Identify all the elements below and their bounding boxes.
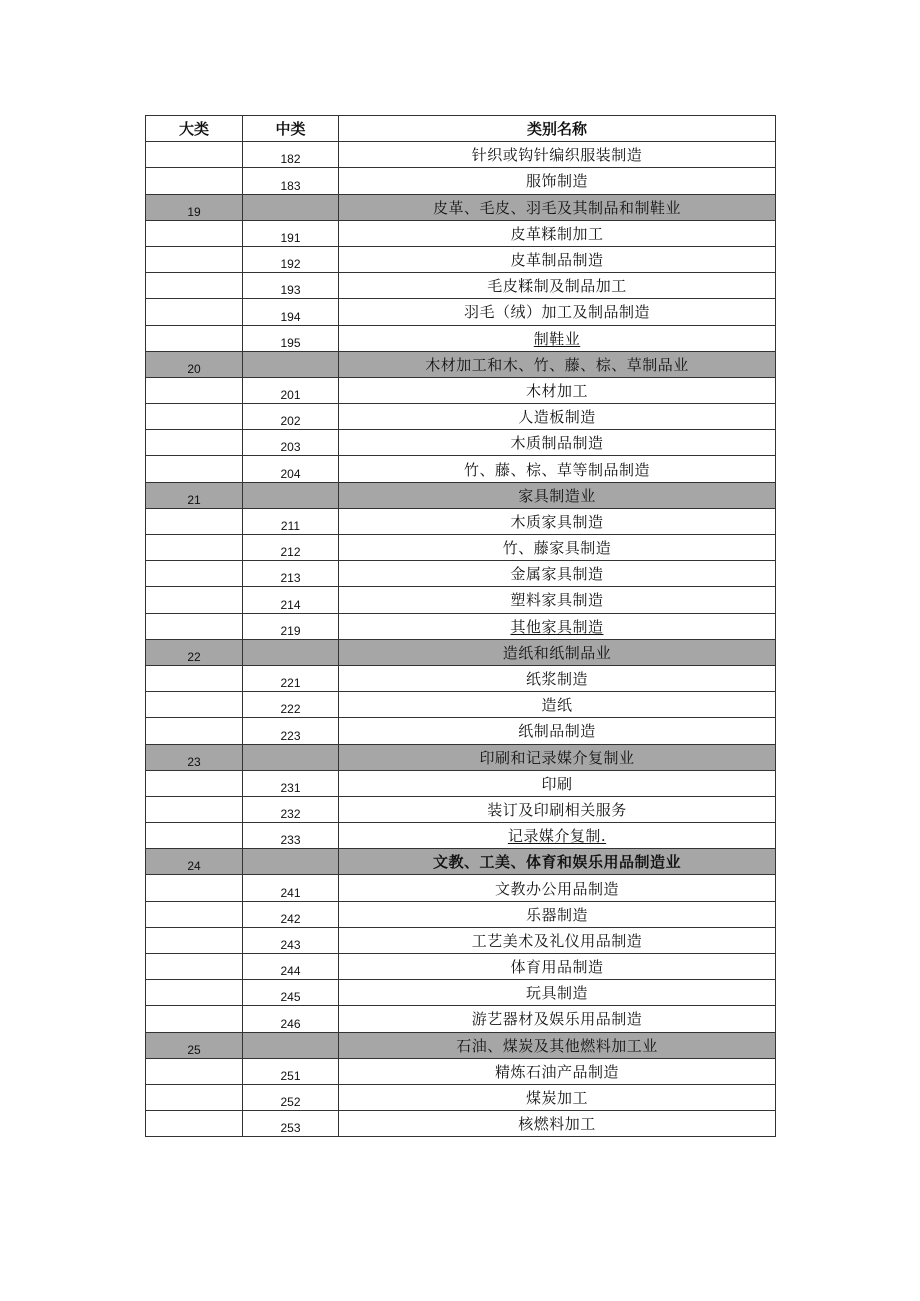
middle-code-cell: 194 [243,299,339,325]
major-code-cell: 24 [146,849,243,875]
major-code-cell [146,1111,243,1137]
major-code-cell [146,561,243,587]
table-row [146,927,776,953]
header-name: 类别名称 [339,116,776,142]
category-name-cell [339,220,776,246]
category-name-text: 人造板制造 [518,408,596,427]
header-row [146,116,776,142]
category-name-text: 羽毛（绒）加工及制品制造 [463,303,650,322]
middle-code-cell: 231 [243,770,339,796]
category-name-text: 工艺美术及礼仪用品制造 [471,931,643,950]
category-name-text: 游艺器材及娱乐用品制造 [471,1010,643,1029]
category-name-cell [339,901,776,927]
middle-code-cell: 203 [243,430,339,456]
category-name-text: 木质家具制造 [510,512,604,531]
category-name-cell [339,744,776,770]
category-name-text: 竹、藤家具制造 [502,539,612,558]
major-code-cell [146,299,243,325]
category-name-text: 皮革糅制加工 [510,224,604,243]
category-name-cell [339,1084,776,1110]
major-code-cell [146,273,243,299]
table-row [146,430,776,456]
middle-code-cell [243,639,339,665]
table-row [146,665,776,691]
category-name-text: 精炼石油产品制造 [494,1062,619,1081]
category-name-cell [339,796,776,822]
category-name-text: 记录媒介复制. [507,827,607,846]
major-category-row [146,849,776,875]
major-code-cell [146,692,243,718]
major-code-cell [146,901,243,927]
category-name-cell [339,665,776,691]
middle-code-cell: 232 [243,796,339,822]
category-name-cell [339,613,776,639]
middle-code-cell: 233 [243,823,339,849]
major-code-cell [146,875,243,901]
category-name-text: 其他家具制造 [510,617,604,636]
middle-code-cell: 246 [243,1006,339,1032]
category-name-cell [339,849,776,875]
table-row [146,954,776,980]
table-row [146,587,776,613]
middle-code-cell: 192 [243,246,339,272]
table-row [146,246,776,272]
middle-code-cell: 201 [243,377,339,403]
major-category-row [146,639,776,665]
major-code-cell [146,325,243,351]
category-name-text: 服饰制造 [525,172,588,191]
major-code-cell [146,377,243,403]
major-code-cell [146,1084,243,1110]
major-code-cell [146,980,243,1006]
category-name-cell [339,273,776,299]
major-category-row [146,351,776,377]
major-category-row [146,482,776,508]
middle-code-cell [243,482,339,508]
category-name-cell [339,508,776,534]
major-code-cell: 23 [146,744,243,770]
middle-code-cell: 244 [243,954,339,980]
category-name-text: 体育用品制造 [510,958,604,977]
category-name-cell [339,770,776,796]
category-name-text: 文教、工美、体育和娱乐用品制造业 [432,853,681,872]
category-name-cell [339,1058,776,1084]
middle-code-cell: 242 [243,901,339,927]
industry-classification-table [145,115,776,1137]
category-name-text: 竹、藤、棕、草等制品制造 [463,460,650,479]
table-row [146,377,776,403]
category-name-cell [339,927,776,953]
category-name-text: 针织或钩针编织服装制造 [471,146,643,165]
category-name-cell [339,954,776,980]
table-row [146,325,776,351]
category-name-text: 皮革、毛皮、羽毛及其制品和制鞋业 [432,198,681,217]
category-name-cell [339,351,776,377]
category-name-text: 造纸 [541,696,573,715]
middle-code-cell: 223 [243,718,339,744]
middle-code-cell: 213 [243,561,339,587]
major-code-cell [146,1006,243,1032]
middle-code-cell: 193 [243,273,339,299]
category-name-cell [339,875,776,901]
category-name-cell [339,561,776,587]
category-name-text: 制鞋业 [533,329,581,348]
category-name-cell [339,377,776,403]
major-category-row [146,1032,776,1058]
table-row [146,692,776,718]
category-name-cell [339,718,776,744]
category-name-text: 装订及印刷相关服务 [487,800,627,819]
major-code-cell [146,404,243,430]
category-name-cell [339,1032,776,1058]
category-name-text: 木材加工和木、竹、藤、棕、草制品业 [425,355,689,374]
major-code-cell [146,954,243,980]
major-code-cell: 20 [146,351,243,377]
category-name-cell [339,587,776,613]
major-code-cell [146,220,243,246]
category-name-cell [339,1111,776,1137]
category-name-text: 毛皮糅制及制品加工 [487,277,627,296]
category-name-text: 木质制品制造 [510,434,604,453]
category-name-cell [339,404,776,430]
middle-code-cell: 211 [243,508,339,534]
middle-code-cell: 222 [243,692,339,718]
middle-code-cell: 221 [243,665,339,691]
middle-code-cell: 219 [243,613,339,639]
category-name-text: 塑料家具制造 [510,591,604,610]
middle-code-cell [243,194,339,220]
category-name-cell [339,325,776,351]
middle-code-cell [243,849,339,875]
major-code-cell [146,1058,243,1084]
major-code-cell [146,587,243,613]
category-name-text: 石油、煤炭及其他燃料加工业 [456,1036,658,1055]
category-name-cell [339,246,776,272]
category-name-cell [339,535,776,561]
middle-code-cell: 212 [243,535,339,561]
major-code-cell [146,770,243,796]
table-row [146,1006,776,1032]
middle-code-cell: 241 [243,875,339,901]
table-row [146,299,776,325]
category-name-cell [339,194,776,220]
middle-code-cell: 253 [243,1111,339,1137]
table-row [146,456,776,482]
category-name-cell [339,823,776,849]
category-name-cell [339,430,776,456]
major-code-cell: 21 [146,482,243,508]
major-code-cell [146,535,243,561]
category-name-cell [339,142,776,168]
table-row [146,168,776,194]
table-row [146,796,776,822]
major-code-cell [146,613,243,639]
table-row [146,770,776,796]
middle-code-cell: 243 [243,927,339,953]
major-code-cell [146,430,243,456]
table-row [146,220,776,246]
middle-code-cell: 202 [243,404,339,430]
category-name-text: 核燃料加工 [518,1115,596,1134]
major-category-row [146,194,776,220]
middle-code-cell: 191 [243,220,339,246]
middle-code-cell: 214 [243,587,339,613]
table-row [146,875,776,901]
major-code-cell [146,508,243,534]
table-row [146,535,776,561]
table-row [146,1058,776,1084]
category-name-cell [339,456,776,482]
major-code-cell [146,456,243,482]
category-name-cell [339,299,776,325]
category-name-text: 造纸和纸制品业 [502,643,612,662]
header-middle: 中类 [243,116,339,142]
middle-code-cell: 251 [243,1058,339,1084]
table-row [146,1111,776,1137]
category-name-text: 木材加工 [525,381,588,400]
middle-code-cell: 183 [243,168,339,194]
middle-code-cell: 245 [243,980,339,1006]
category-name-cell [339,692,776,718]
table-row [146,980,776,1006]
major-code-cell [146,927,243,953]
table-row [146,901,776,927]
category-name-text: 印刷 [541,774,573,793]
category-name-cell [339,639,776,665]
category-name-text: 文教办公用品制造 [494,879,619,898]
category-name-text: 煤炭加工 [525,1089,588,1108]
category-name-text: 玩具制造 [525,984,588,1003]
header-major: 大类 [146,116,243,142]
major-code-cell [146,168,243,194]
table-row [146,404,776,430]
middle-code-cell [243,744,339,770]
table-row [146,561,776,587]
category-name-cell [339,482,776,508]
category-name-text: 皮革制品制造 [510,251,604,270]
table-row [146,613,776,639]
middle-code-cell: 182 [243,142,339,168]
table-row [146,508,776,534]
major-code-cell [146,823,243,849]
major-code-cell: 22 [146,639,243,665]
table-row [146,273,776,299]
middle-code-cell [243,351,339,377]
table-body [146,142,776,1137]
major-code-cell [146,142,243,168]
category-name-text: 家具制造业 [518,486,596,505]
category-name-text: 乐器制造 [525,905,588,924]
category-name-text: 纸制品制造 [518,722,596,741]
middle-code-cell: 252 [243,1084,339,1110]
category-name-cell [339,168,776,194]
category-name-text: 金属家具制造 [510,565,604,584]
major-code-cell [146,246,243,272]
major-category-row [146,744,776,770]
middle-code-cell [243,1032,339,1058]
category-name-text: 印刷和记录媒介复制业 [479,748,635,767]
major-code-cell [146,796,243,822]
category-name-cell [339,980,776,1006]
middle-code-cell: 195 [243,325,339,351]
major-code-cell [146,718,243,744]
category-name-text: 纸浆制造 [525,670,588,689]
middle-code-cell: 204 [243,456,339,482]
table-row [146,718,776,744]
table-row [146,142,776,168]
major-code-cell: 19 [146,194,243,220]
major-code-cell [146,665,243,691]
category-name-cell [339,1006,776,1032]
table-row [146,823,776,849]
major-code-cell: 25 [146,1032,243,1058]
table-row [146,1084,776,1110]
